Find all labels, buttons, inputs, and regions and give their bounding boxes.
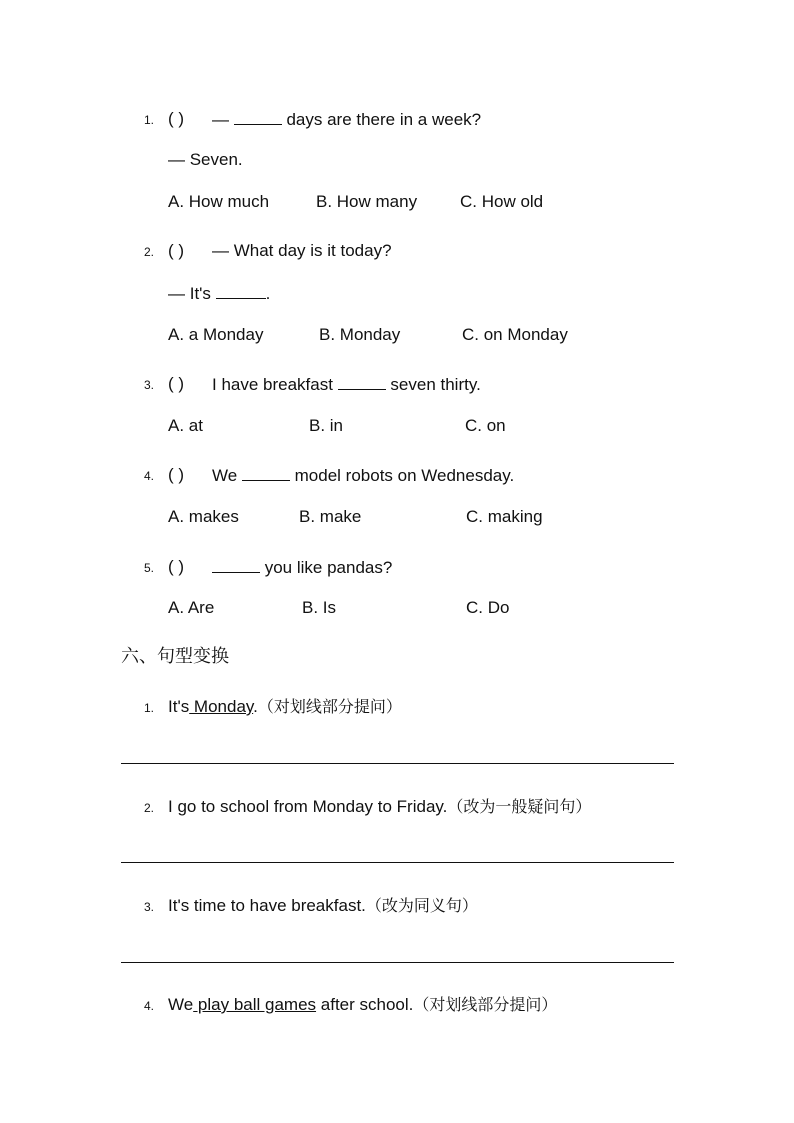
instruction-note: （改为同义句） — [365, 896, 478, 915]
question-text-post: days are there in a week? — [281, 110, 482, 129]
question-text-post: you like pandas? — [260, 558, 393, 577]
instruction-note: （对划线部分提问） — [257, 697, 402, 716]
option-a[interactable]: A. How much — [168, 192, 270, 211]
option-b[interactable]: B. How many — [316, 192, 418, 211]
transform-4 — [0, 993, 794, 1017]
question-number: 1. — [144, 113, 155, 127]
question-number: 1. — [144, 701, 155, 715]
option-a[interactable]: A. makes — [168, 507, 239, 526]
option-b[interactable]: B. Monday — [319, 325, 401, 344]
question-1-options — [0, 190, 794, 214]
sentence-text — [168, 695, 402, 719]
question-3 — [0, 372, 794, 396]
question-text-post: model robots on Wednesday. — [289, 466, 515, 485]
sentence-post: . — [253, 697, 258, 716]
fill-blank[interactable] — [234, 107, 282, 125]
sentence-pre: We — [168, 995, 194, 1014]
question-text-post: seven thirty. — [385, 375, 481, 394]
question-number: 4. — [144, 469, 155, 483]
fill-blank[interactable] — [242, 463, 290, 481]
option-b[interactable]: B. make — [299, 507, 362, 526]
option-c[interactable]: C. on — [465, 416, 506, 435]
question-4-options — [0, 505, 794, 529]
question-text — [212, 107, 481, 132]
question-1-answer-line — [0, 148, 794, 172]
option-c[interactable]: C. Do — [466, 598, 510, 617]
answer-paren[interactable]: ( ) — [168, 374, 185, 393]
question-text-pre: — — [212, 110, 234, 129]
dialog-reply-post: . — [265, 284, 271, 303]
question-number: 4. — [144, 999, 155, 1013]
question-number: 2. — [144, 801, 155, 815]
question-number: 3. — [144, 378, 155, 392]
question-4 — [0, 463, 794, 487]
underlined-part: Monday — [189, 697, 254, 716]
question-text — [212, 372, 481, 397]
dialog-reply: — Seven. — [168, 150, 243, 169]
question-number: 3. — [144, 900, 155, 914]
dialog-reply-pre: — It's — [168, 284, 216, 303]
transform-3 — [0, 894, 794, 918]
sentence-text — [168, 795, 591, 819]
sentence-text — [168, 993, 557, 1017]
question-2-answer-line — [0, 281, 794, 305]
answer-line[interactable] — [121, 962, 674, 963]
option-b[interactable]: B. Is — [302, 598, 337, 617]
transform-1 — [0, 695, 794, 719]
section-title: 六、句型变换 — [121, 646, 229, 667]
answer-paren[interactable]: ( ) — [168, 241, 185, 260]
sentence-body: I go to school from Monday to Friday. — [168, 797, 448, 816]
answer-line[interactable] — [121, 763, 674, 764]
instruction-note: （对划线部分提问） — [413, 995, 558, 1014]
question-5-options — [0, 596, 794, 620]
question-1 — [0, 107, 794, 131]
instruction-note: （改为一般疑问句） — [447, 797, 592, 816]
question-number: 2. — [144, 245, 155, 259]
question-text-pre: We — [212, 466, 242, 485]
fill-blank[interactable] — [212, 555, 260, 573]
underlined-part: play ball games — [193, 995, 317, 1014]
option-b[interactable]: B. in — [309, 416, 344, 435]
question-3-options — [0, 414, 794, 438]
option-c[interactable]: C. How old — [460, 192, 544, 211]
question-5 — [0, 555, 794, 579]
option-c[interactable]: C. on Monday — [462, 325, 568, 344]
answer-paren[interactable]: ( ) — [168, 109, 185, 128]
question-number: 5. — [144, 561, 155, 575]
question-2-options — [0, 323, 794, 347]
sentence-text — [168, 894, 478, 918]
option-a[interactable]: A. a Monday — [168, 325, 264, 344]
fill-blank[interactable] — [216, 281, 266, 299]
question-text: — What day is it today? — [212, 241, 392, 260]
question-text-pre: I have breakfast — [212, 375, 338, 394]
sentence-body: It's time to have breakfast. — [168, 896, 366, 915]
question-text — [212, 463, 514, 488]
answer-paren[interactable]: ( ) — [168, 465, 185, 484]
question-text — [212, 555, 392, 580]
option-a[interactable]: A. at — [168, 416, 203, 435]
sentence-pre: It's — [168, 697, 190, 716]
transform-2 — [0, 795, 794, 819]
question-2 — [0, 239, 794, 263]
sentence-post: after school. — [316, 995, 414, 1014]
answer-line[interactable] — [121, 862, 674, 863]
option-a[interactable]: A. Are — [168, 598, 215, 617]
option-c[interactable]: C. making — [466, 507, 543, 526]
dialog-reply — [168, 281, 270, 306]
fill-blank[interactable] — [338, 372, 386, 390]
answer-paren[interactable]: ( ) — [168, 557, 185, 576]
